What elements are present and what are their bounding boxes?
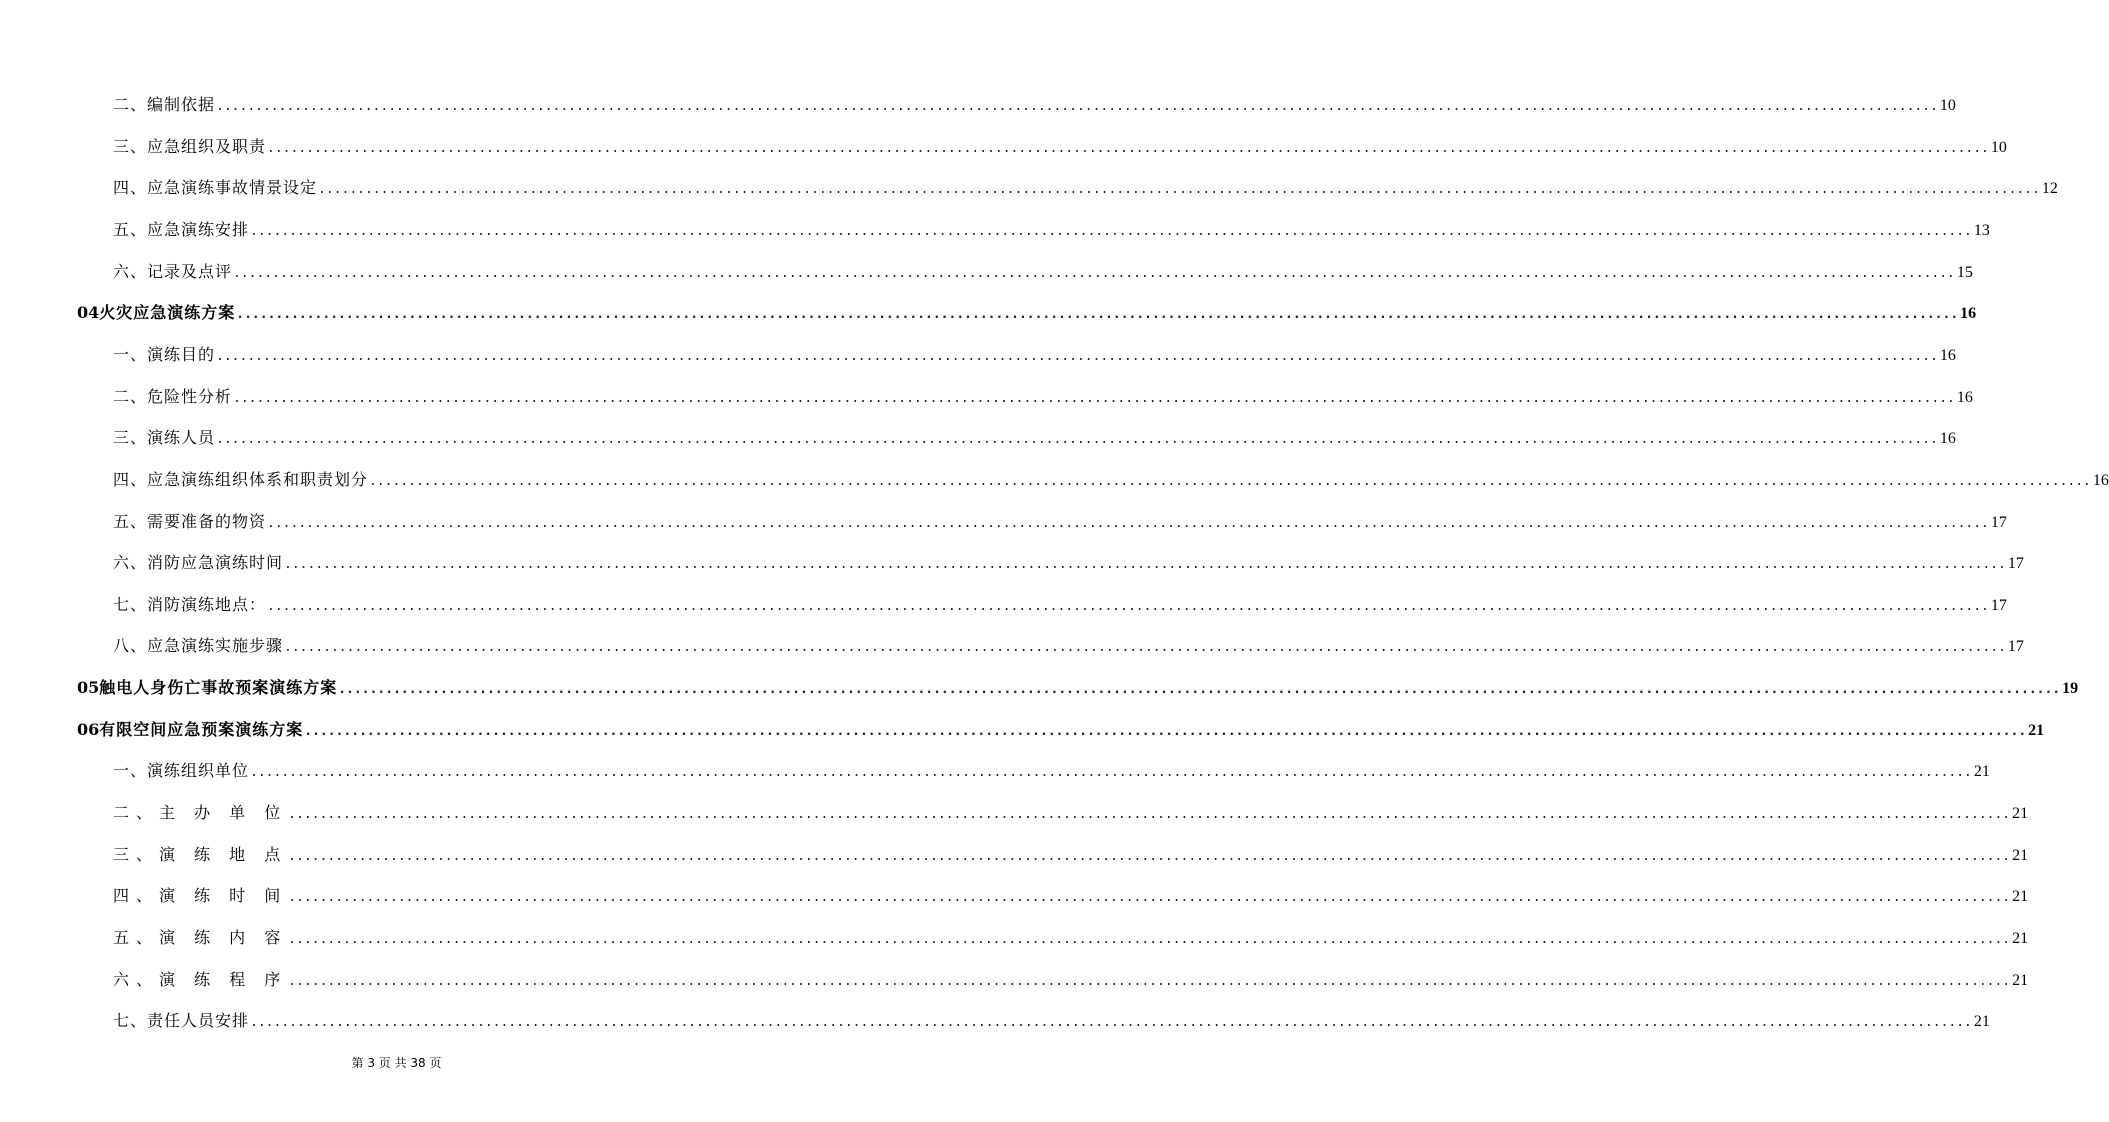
toc-entry-title: 五、演 练 内 容 <box>113 928 288 947</box>
toc-entry-title: 二、编制依据 <box>113 95 216 114</box>
toc-dot-leader: ............................................................................................................................................................................................................................ <box>216 99 1938 114</box>
toc-section-entry[interactable] <box>77 677 2079 701</box>
toc-entry-title: 六、演 练 程 序 <box>113 970 288 989</box>
toc-entry-title: 触电人身伤亡事故预案演练方案 <box>99 678 338 697</box>
toc-dot-leader: ............................................................................................................................................................................................................................ <box>369 474 2091 489</box>
toc-page-number: 17 <box>2007 638 2024 655</box>
toc-page-number: 21 <box>2012 805 2029 822</box>
toc-dot-leader: ............................................................................................................................................................................................................................ <box>216 349 1938 364</box>
toc-subsection-entry[interactable] <box>113 802 2029 826</box>
toc-subsection-entry[interactable] <box>113 635 2024 659</box>
toc-dot-leader: ............................................................................................................................................................................................................................ <box>216 432 1938 447</box>
toc-page-number: 21 <box>2012 888 2029 905</box>
toc-subsection-entry[interactable] <box>113 427 1956 451</box>
toc-dot-leader: ............................................................................................................................................................................................................................ <box>304 724 2027 739</box>
toc-subsection-entry[interactable] <box>113 219 1990 243</box>
toc-subsection-entry[interactable] <box>113 760 1990 784</box>
toc-subsection-entry[interactable] <box>113 885 2029 909</box>
toc-entry-title: 六、消防应急演练时间 <box>113 553 284 572</box>
toc-entry-title: 六、记录及点评 <box>113 262 233 281</box>
toc-subsection-entry[interactable] <box>113 594 2007 618</box>
toc-page-number: 21 <box>2028 722 2045 739</box>
toc-entry-title: 八、应急演练实施步骤 <box>113 636 284 655</box>
toc-entry-title: 有限空间应急预案演练方案 <box>99 720 304 739</box>
toc-section-number: 04 <box>77 303 100 322</box>
toc-subsection-entry[interactable] <box>113 136 2007 160</box>
toc-page-number: 16 <box>1939 430 1956 447</box>
toc-page-number: 21 <box>2012 847 2029 864</box>
toc-section-number: 06 <box>77 720 100 739</box>
toc-dot-leader: ............................................................................................................................................................................................................................ <box>288 807 2011 822</box>
toc-dot-leader: ............................................................................................................................................................................................................................ <box>267 141 1989 156</box>
toc-section-number: 05 <box>77 678 100 697</box>
toc-dot-leader: ............................................................................................................................................................................................................................ <box>250 1015 1972 1030</box>
toc-entry-title: 四、应急演练组织体系和职责划分 <box>113 470 369 489</box>
toc-subsection-entry[interactable] <box>113 177 2058 201</box>
toc-entry-title: 三、演 练 地 点 <box>113 845 288 864</box>
toc-subsection-entry[interactable] <box>113 469 2109 493</box>
toc-page-number: 16 <box>1956 389 1973 406</box>
toc-page-number: 16 <box>1939 347 1956 364</box>
toc-entry-title: 七、责任人员安排 <box>113 1011 250 1030</box>
toc-page-number: 15 <box>1956 264 1973 281</box>
toc-dot-leader: ............................................................................................................................................................................................................................ <box>236 307 1959 322</box>
toc-subsection-entry[interactable] <box>113 261 1973 285</box>
toc-dot-leader: ............................................................................................................................................................................................................................ <box>284 557 2006 572</box>
toc-dot-leader: ............................................................................................................................................................................................................................ <box>338 682 2061 697</box>
toc-entry-title: 四、应急演练事故情景设定 <box>113 178 318 197</box>
toc-entry-title: 三、演练人员 <box>113 428 216 447</box>
toc-subsection-entry[interactable] <box>113 927 2029 951</box>
toc-entry-title: 二、主 办 单 位 <box>113 803 288 822</box>
toc-entry-title: 一、演练目的 <box>113 345 216 364</box>
toc-page-number: 19 <box>2062 680 2079 697</box>
toc-dot-leader: ............................................................................................................................................................................................................................ <box>288 974 2011 989</box>
toc-dot-leader: ............................................................................................................................................................................................................................ <box>318 182 2040 197</box>
toc-dot-leader: ............................................................................................................................................................................................................................ <box>267 516 1989 531</box>
toc-entry-title: 三、应急组织及职责 <box>113 137 267 156</box>
toc-dot-leader: ............................................................................................................................................................................................................................ <box>288 849 2011 864</box>
toc-entry-title: 火灾应急演练方案 <box>99 303 236 322</box>
toc-page-number: 17 <box>1990 597 2007 614</box>
toc-page-number: 17 <box>2007 555 2024 572</box>
toc-page-number: 10 <box>1990 139 2007 156</box>
toc-subsection-entry[interactable] <box>113 552 2024 576</box>
toc-entry-title: 七、消防演练地点： <box>113 595 267 614</box>
toc-page-number: 10 <box>1939 97 1956 114</box>
toc-dot-leader: ............................................................................................................................................................................................................................ <box>284 640 2006 655</box>
toc-subsection-entry[interactable] <box>113 344 1956 368</box>
toc-page-number: 13 <box>1973 222 1990 239</box>
toc-section-entry[interactable] <box>77 719 2045 743</box>
toc-subsection-entry[interactable] <box>113 94 1956 118</box>
toc-dot-leader: ............................................................................................................................................................................................................................ <box>288 932 2011 947</box>
toc-subsection-entry[interactable] <box>113 844 2029 868</box>
toc-dot-leader: ............................................................................................................................................................................................................................ <box>267 599 1989 614</box>
toc-page-number: 21 <box>1973 763 1990 780</box>
toc-dot-leader: ............................................................................................................................................................................................................................ <box>250 224 1972 239</box>
toc-dot-leader: ............................................................................................................................................................................................................................ <box>288 890 2011 905</box>
toc-page-number: 21 <box>2012 972 2029 989</box>
toc-dot-leader: ............................................................................................................................................................................................................................ <box>233 266 1955 281</box>
toc-page-number: 21 <box>2012 930 2029 947</box>
toc-entry-title: 五、需要准备的物资 <box>113 512 267 531</box>
toc-dot-leader: ............................................................................................................................................................................................................................ <box>233 391 1955 406</box>
toc-subsection-entry[interactable] <box>113 969 2029 993</box>
toc-page-number: 17 <box>1990 514 2007 531</box>
toc-page-number: 21 <box>1973 1013 1990 1030</box>
toc-section-entry[interactable] <box>77 302 1977 326</box>
toc-page-number: 16 <box>1960 305 1977 322</box>
toc-entry-title: 四、演 练 时 间 <box>113 886 288 905</box>
toc-subsection-entry[interactable] <box>113 511 2007 535</box>
toc-subsection-entry[interactable] <box>113 386 1973 410</box>
toc-dot-leader: ............................................................................................................................................................................................................................ <box>250 765 1972 780</box>
toc-entry-title: 二、危险性分析 <box>113 387 233 406</box>
toc-page-number: 12 <box>2041 180 2058 197</box>
toc-subsection-entry[interactable] <box>113 1010 1990 1034</box>
toc-entry-title: 五、应急演练安排 <box>113 220 250 239</box>
page-footer: 第 3 页 共 38 页 <box>351 1056 442 1070</box>
toc-page-number: 16 <box>2092 472 2109 489</box>
toc-entry-title: 一、演练组织单位 <box>113 761 250 780</box>
